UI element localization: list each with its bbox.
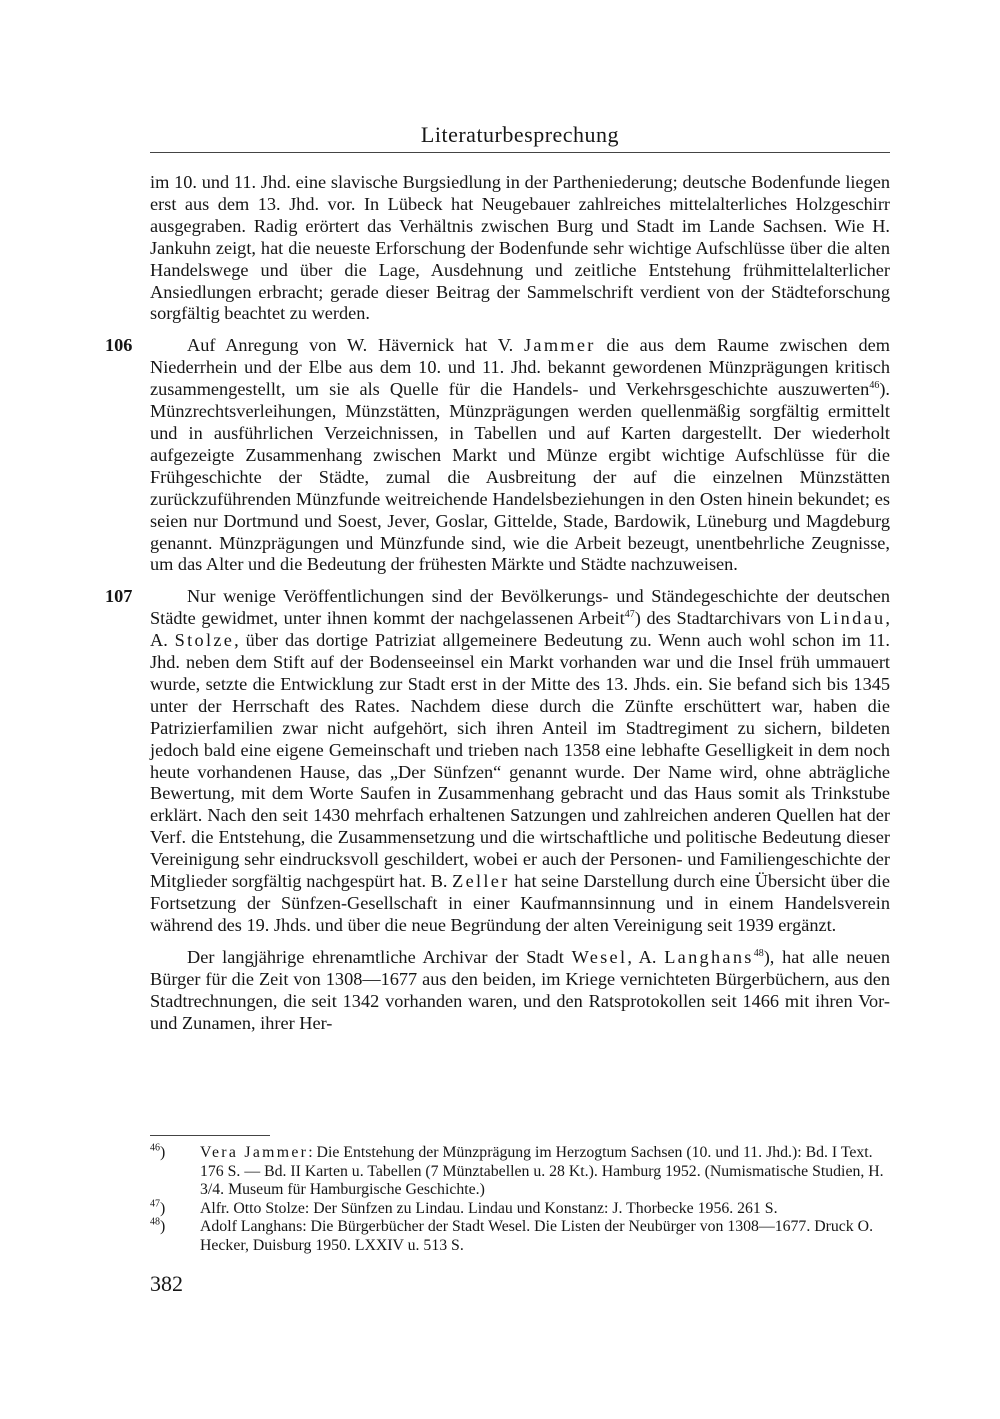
footnote-mark: $^{46}$) bbox=[150, 1142, 166, 1161]
author-name-spaced: Jammer bbox=[524, 335, 596, 356]
running-header-title: Literaturbesprechung bbox=[420, 122, 620, 147]
page-number: 382 bbox=[150, 1271, 183, 1296]
footnote-ref[interactable]: 47 bbox=[624, 609, 635, 621]
footnote-ref[interactable]: 46 bbox=[869, 380, 880, 392]
footnote-mark: $^{48}$) bbox=[150, 1217, 166, 1236]
footnote-47 bbox=[150, 1200, 890, 1219]
body-text bbox=[105, 172, 890, 1034]
section-107 bbox=[105, 586, 890, 937]
author-name-spaced: Zeller bbox=[452, 871, 510, 892]
city-name-spaced: Wesel bbox=[571, 946, 628, 967]
footnote-text: : Die Entstehung der Münzprägung im Herzogtum Sachsen (10. und 11. Jhd.): Bd. I Text. 176 S. — Bd. II Karten u. Tabellen (7 Münztabellen u. 28 Kt.). Hamburg 1952. (Numismatische Studien, H. 3/4. Museum für Hamburgische Geschichte.) bbox=[200, 1144, 884, 1199]
footnote-46 bbox=[150, 1144, 890, 1200]
section-text: , über das dortige Patriziat allgemeinere Bedeutung zu. Wenn auch wohl schon im 11. Jhd. neben dem Stift auf der Bodenseeinsel ein Markt vorhanden war und die Insel früh ummauert wurde, setzte die Entwicklung zur Stadt erst in der Mitte des 13. Jhds. ein. Sie befand sich bis 1345 unter der Herrschaft des Rates. Nachdem diese durch die Zünfte erschüttert war, haben die Patrizierfamilien zwar nicht aufgehört, sich ihren Anteil im Stadtregiment zu sichern, bildeten jedoch bald eine eigene Gemeinschaft und trieben nach 1358 eine lebhafte Geselligkeit in dem noch heute vorhandenen Hause, das „Der Sünfzen“ genannt wurde. Der Name wird, ohne abträgliche Bewertung, mit dem Worte Saufen in Zusammenhang gebracht und das Haus somit als Trinkstube erklärt. Nach den seit 1430 mehrfach erhaltenen Satzungen und zahlreichen anderen Quellen hat der Verf. die Entstehung, die Zusammensetzung und die wirtschaftliche und politische Bedeutung dieser Vereinigung sehr eindrucksvoll geschildert, wobei er auch der Personen- und Familiengeschichte der Mitglieder sorgfältig nachgespürt hat. B. bbox=[150, 630, 890, 892]
footnote-ref[interactable]: 48 bbox=[753, 947, 764, 959]
paragraph-text: , A. bbox=[627, 946, 657, 967]
paragraph-wesel bbox=[150, 947, 890, 1035]
section-text: , A. bbox=[150, 608, 890, 651]
footnote-divider bbox=[150, 1135, 270, 1136]
paragraph-text: ), hat alle neuen Bürger für die Zeit von 1308—1677 aus den beiden, im Kriege vernichteten Bürgerbüchern, aus den Stadtrechnungen, die seit 1342 vorhanden waren, und den Ratsprotokollen seit 1466 mit ihren Vor- und Zunamen, ihrer Her- bbox=[150, 946, 890, 1033]
footnote-mark: $^{47}$) bbox=[150, 1198, 166, 1217]
city-name-spaced: Lindau bbox=[819, 608, 886, 629]
running-header bbox=[150, 118, 890, 153]
section-text: Nur wenige Veröffentlichungen sind der Bevölkerungs- und Ständegeschichte der deutschen Städte gewidmet, unter ihnen kommt der nachgelassenen Arbeit bbox=[150, 586, 890, 629]
paragraph-text: Der langjährige ehrenamtliche Archivar der Stadt bbox=[187, 946, 564, 967]
section-text: ). Münzrechtsverleihungen, Münzstätten, Münzprägungen werden quellenmäßig sorgfältig ermittelt und in ausführlichen Verzeichnissen, in Tabellen und auf Karten dargestellt. Der wiederholt aufgezeigte Zusammenhang zwischen Markt und Münze ergibt wichtige Aufschlüsse für die Frühgeschichte der Städte, zumal die Ausbreitung der auf die einzelnen Münzstätten zurückzuführenden Münzfunde weitreichende Handelsbeziehungen in den Osten hinein bekundet; es seien nur Dortmund und Soest, Jever, Goslar, Gittelde, Stade, Bardowik, Lüneburg und Magdeburg genannt. Münzprägungen und Münzfunde sind, wie die Arbeit bezeugt, unentbehrliche Zeugnisse, um das Alter und die Bedeutung der frühesten Märkte und Städte nachzuweisen. bbox=[150, 379, 890, 575]
section-number: 106 bbox=[105, 335, 133, 356]
section-text: die aus dem Raume zwischen dem Niederrhein und der Elbe aus dem 10. und 11. Jhd. bekannt gewordenen Münzprägungen kritisch zusammengestellt, um sie als Quelle für die Handels- und Verkehrsgeschichte auszuwerten bbox=[150, 335, 890, 400]
author-name-spaced: Stolze bbox=[174, 630, 235, 651]
section-text: ) des Stadtarchivars von bbox=[634, 608, 815, 629]
footnote-author: Alfr. Otto Stolze bbox=[200, 1199, 305, 1217]
footnote-48 bbox=[150, 1218, 890, 1255]
paragraph-continuation bbox=[150, 172, 890, 325]
footnotes bbox=[150, 1144, 890, 1256]
section-text: hat seine Darstellung durch eine Übersicht über die Fortsetzung der Sünfzen-Gesellschaft in einer Kaufmannsinnung und in einem Handelsverein während des 19. Jhds. und über die neue Begründung der alten Vereinigung seit 1939 ergänzt. bbox=[150, 871, 890, 935]
footnote-text: : Der Sünfzen zu Lindau. Lindau und Konstanz: J. Thorbecke 1956. 261 S. bbox=[304, 1199, 778, 1217]
author-name-spaced: Langhans bbox=[664, 946, 754, 967]
section-text: Auf Anregung von W. Hävernick hat V. bbox=[187, 335, 514, 356]
section-106 bbox=[105, 335, 890, 576]
section-number: 107 bbox=[105, 586, 133, 607]
paragraph-text: im 10. und 11. Jhd. eine slavische Burgsiedlung in der Partheniederung; deutsche Bodenfunde liegen erst aus dem 13. Jhd. vor. In Lübeck hat Neugebauer zahlreiches mittelalterliches Holzgeschirr ausgegraben. Radig erörtert das Verhältnis zwischen Burg und Stadt im Lande Sachsen. Wie H. Jankuhn zeigt, hat die neueste Erforschung der Bodenfunde sehr wichtige Aufschlüsse über die alten Handelswege und über die Lage, Ausdehnung und zeitliche Entstehung frühmittelalterlicher Ansiedlungen erbracht; gerade dieser Beitrag der Sammelschrift verdient von der Städteforschung sorgfältig beachtet zu werden. bbox=[150, 172, 890, 324]
footnote-author: Adolf Langhans bbox=[200, 1218, 303, 1236]
footnote-author: Vera Jammer bbox=[200, 1144, 309, 1161]
footnote-text: : Die Bürgerbücher der Stadt Wesel. Die Listen der Neubürger von 1308—1677. Druck O. Hecker, Duisburg 1950. LXXIV u. 513 S. bbox=[200, 1218, 874, 1254]
